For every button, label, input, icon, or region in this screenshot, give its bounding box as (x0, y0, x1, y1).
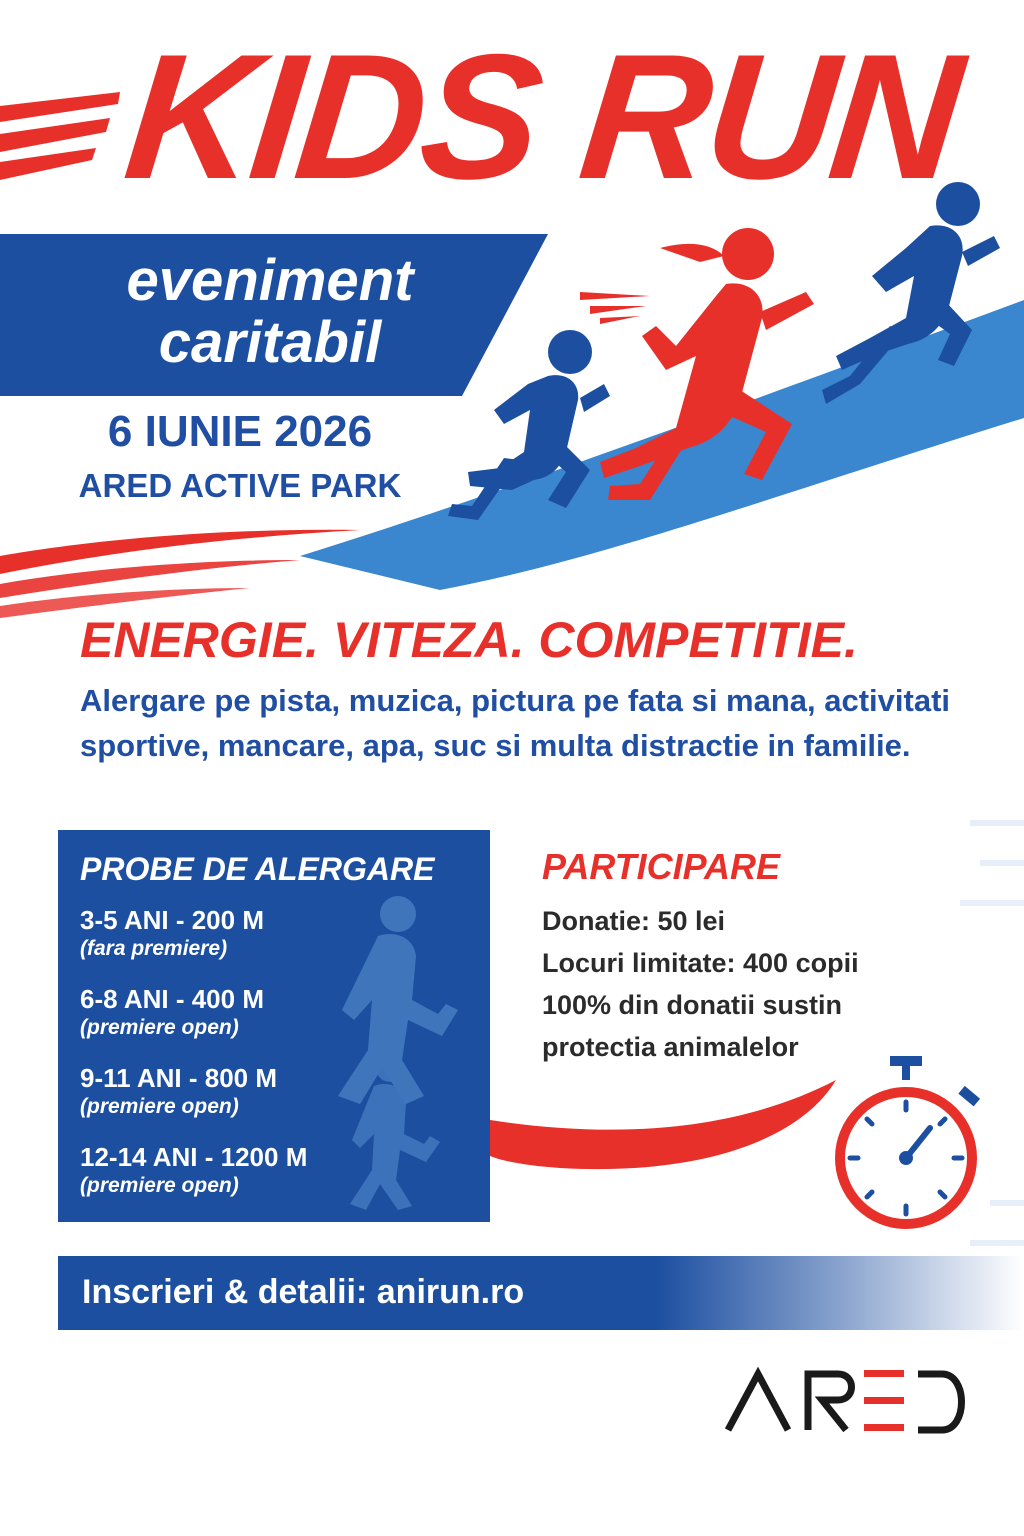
participation-list (542, 900, 859, 1068)
participation-line: 100% din donatii sustin (542, 990, 843, 1020)
race-distance: 3-5 ANI - 200 M (80, 905, 264, 935)
race-categories-title: PROBE DE ALERGARE (80, 851, 435, 887)
race-categories-panel (58, 830, 490, 1222)
event-date: 6 IUNIE 2026 (107, 407, 373, 456)
event-description: Alergare pe pista, muzica, pictura pe fata si mana, activitati sportive, mancare, apa, suc si multa distractie in familie. (80, 683, 951, 763)
runner-silhouette-icon (320, 890, 480, 1210)
slogan: ENERGIE. VITEZA. COMPETITIE. (80, 612, 858, 668)
race-categories-list (80, 904, 307, 1220)
participation-line: Donatie: 50 lei (542, 906, 726, 936)
banner-line-2: caritabil (158, 310, 382, 375)
registration-info: Inscrieri & detalii: anirun.ro (82, 1273, 525, 1311)
banner-subtitle (60, 250, 480, 374)
race-distance: 12-14 ANI - 1200 M (80, 1142, 308, 1172)
race-note: (premiere open) (80, 1095, 239, 1118)
race-distance: 9-11 ANI - 800 M (80, 1063, 278, 1093)
stopwatch-icon (826, 1054, 986, 1234)
race-note: (premiere open) (80, 1174, 239, 1197)
banner-line-1: eveniment (126, 248, 414, 313)
race-distance: 6-8 ANI - 400 M (80, 984, 264, 1014)
ared-logo (722, 1366, 972, 1436)
race-note: (fara premiere) (80, 937, 228, 960)
list-item (80, 983, 307, 1062)
list-item (80, 904, 307, 983)
participation-title: PARTICIPARE (542, 846, 781, 887)
event-title: KIDS RUN (117, 17, 967, 216)
participation-line: Locuri limitate: 400 copii (542, 948, 859, 978)
red-swoosh-lower (490, 1080, 836, 1169)
event-venue: ARED ACTIVE PARK (78, 467, 402, 504)
list-item (80, 1062, 307, 1141)
red-swoosh (0, 530, 360, 618)
footer-bar (58, 1256, 1024, 1330)
list-item (80, 1141, 307, 1220)
participation-line: protectia animalelor (542, 1032, 799, 1062)
race-note: (premiere open) (80, 1016, 239, 1039)
